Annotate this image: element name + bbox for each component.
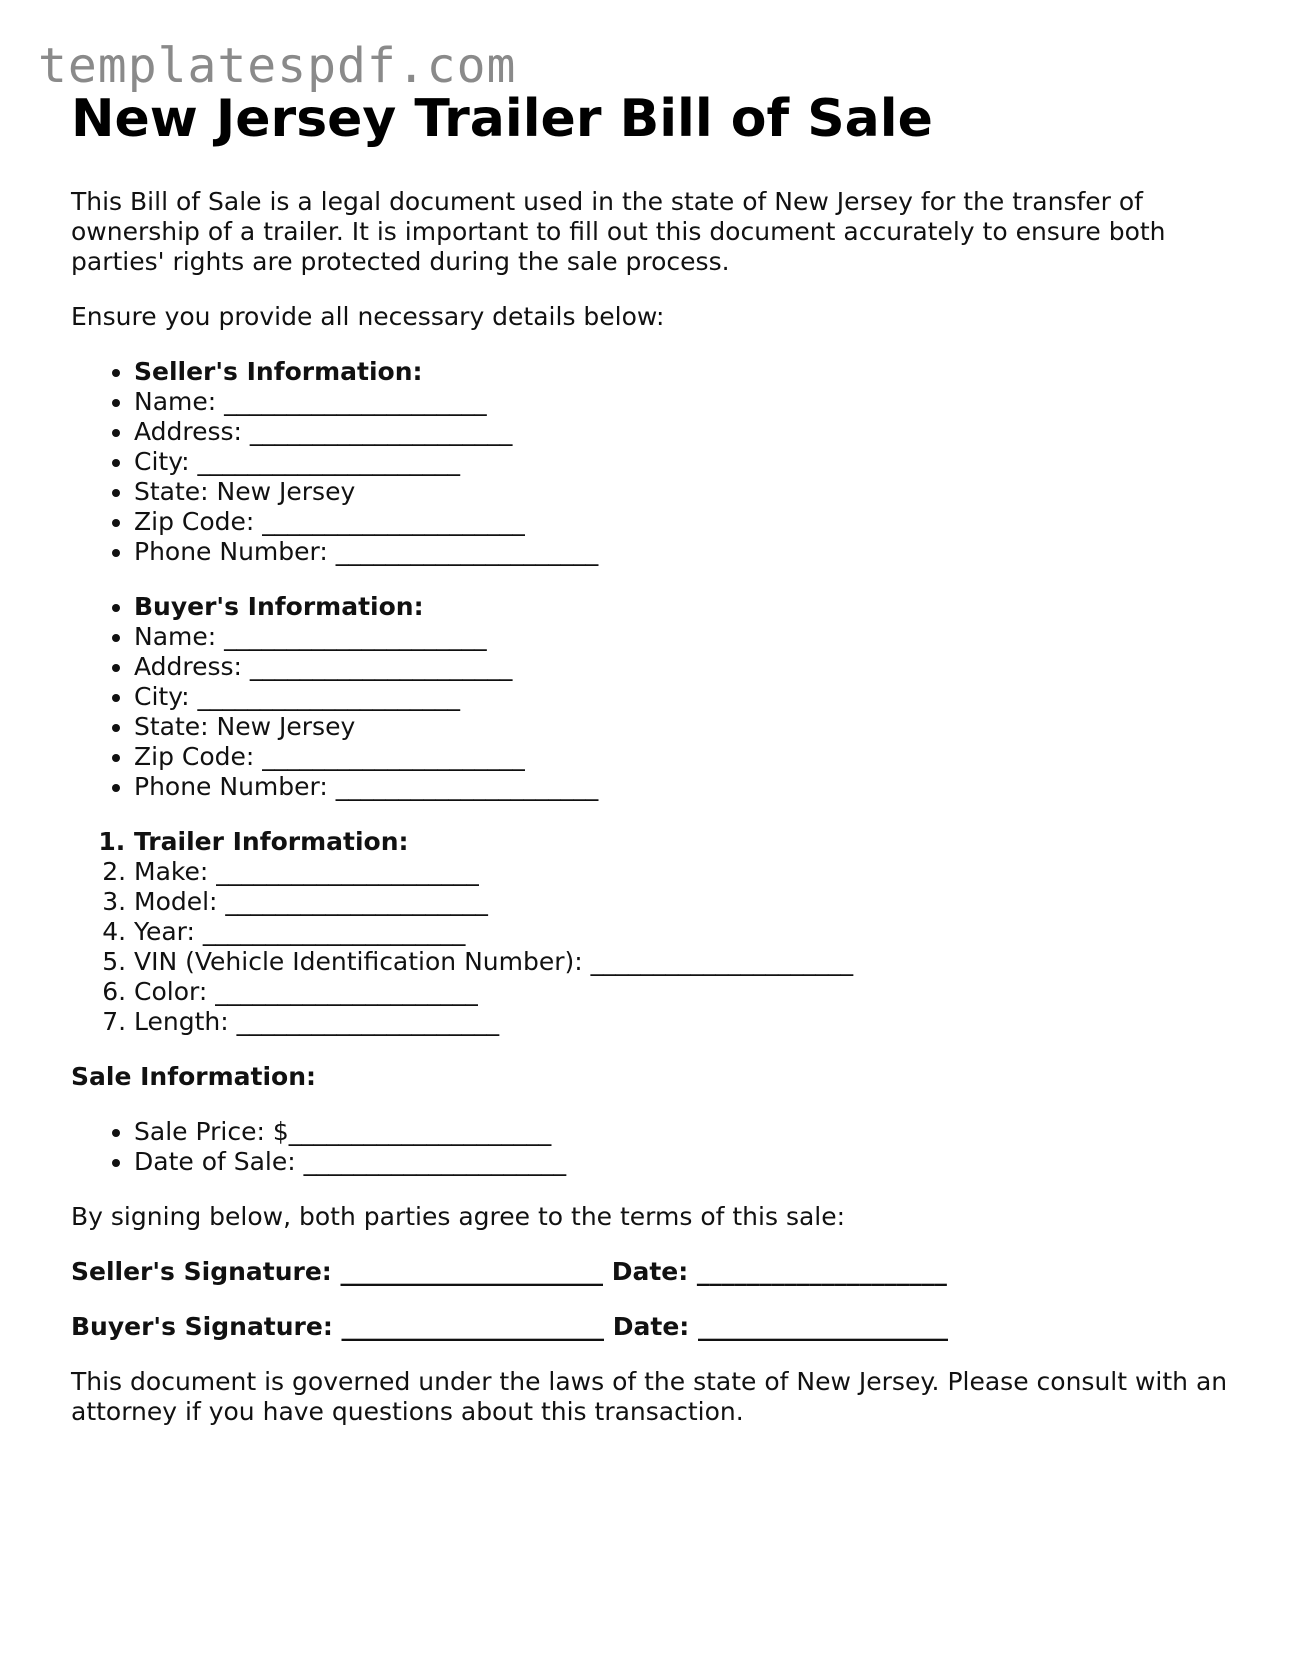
sale-info-list xyxy=(71,1117,1231,1177)
watermark: templatespdf.com xyxy=(38,38,517,94)
seller-info-heading: • Seller's Information: xyxy=(134,357,1231,387)
seller-signature-line: Seller's Signature: _____________________ Date: ____________________ xyxy=(71,1257,947,1286)
agreement-text: By signing below, both parties agree to the terms of this sale: xyxy=(71,1202,846,1231)
footer-text: This document is governed under the laws of the state of New Jersey. Please consult with an attorney if you have questions about this transaction. xyxy=(71,1367,1228,1426)
trailer-year-field: 4. Year: _____________________ xyxy=(134,917,1231,947)
seller-zip-field: • Zip Code: _____________________ xyxy=(134,507,1231,537)
buyer-zip-field: • Zip Code: _____________________ xyxy=(134,742,1231,772)
trailer-info-heading: 1. Trailer Information: xyxy=(134,827,1231,857)
buyer-phone-field: • Phone Number: _____________________ xyxy=(134,772,1231,802)
trailer-color-field: 6. Color: _____________________ xyxy=(134,977,1231,1007)
sale-info-heading: Sale Information: xyxy=(71,1062,316,1091)
trailer-info-list xyxy=(71,827,1231,1037)
trailer-make-field: 2. Make: _____________________ xyxy=(134,857,1231,887)
seller-phone-field: • Phone Number: _____________________ xyxy=(134,537,1231,567)
seller-info-list xyxy=(71,357,1231,567)
buyer-info-heading: • Buyer's Information: xyxy=(134,592,1231,622)
trailer-length-field: 7. Length: _____________________ xyxy=(134,1007,1231,1037)
trailer-model-field: 3. Model: _____________________ xyxy=(134,887,1231,917)
buyer-city-field: • City: _____________________ xyxy=(134,682,1231,712)
document-body xyxy=(71,187,1231,1452)
seller-state-field: • State: New Jersey xyxy=(134,477,1231,507)
intro-paragraph: This Bill of Sale is a legal document used in the state of New Jersey for the transfer of ownership of a trailer. It is important to fill out this document accurately to ensure both parties' rights are protected during the sale process. xyxy=(71,187,1166,276)
instruction-text: Ensure you provide all necessary details below: xyxy=(71,302,665,331)
sale-price-field: • Sale Price: $_____________________ xyxy=(134,1117,1231,1147)
seller-city-field: • City: _____________________ xyxy=(134,447,1231,477)
buyer-address-field: • Address: _____________________ xyxy=(134,652,1231,682)
document-title: New Jersey Trailer Bill of Sale xyxy=(71,89,933,149)
trailer-vin-field: 5. VIN (Vehicle Identification Number): _____________________ xyxy=(134,947,1231,977)
seller-address-field: • Address: _____________________ xyxy=(134,417,1231,447)
sale-date-field: • Date of Sale: _____________________ xyxy=(134,1147,1231,1177)
seller-name-field: • Name: _____________________ xyxy=(134,387,1231,417)
buyer-info-list xyxy=(71,592,1231,802)
buyer-signature-line: Buyer's Signature: _____________________ Date: ____________________ xyxy=(71,1312,948,1341)
buyer-state-field: • State: New Jersey xyxy=(134,712,1231,742)
buyer-name-field: • Name: _____________________ xyxy=(134,622,1231,652)
